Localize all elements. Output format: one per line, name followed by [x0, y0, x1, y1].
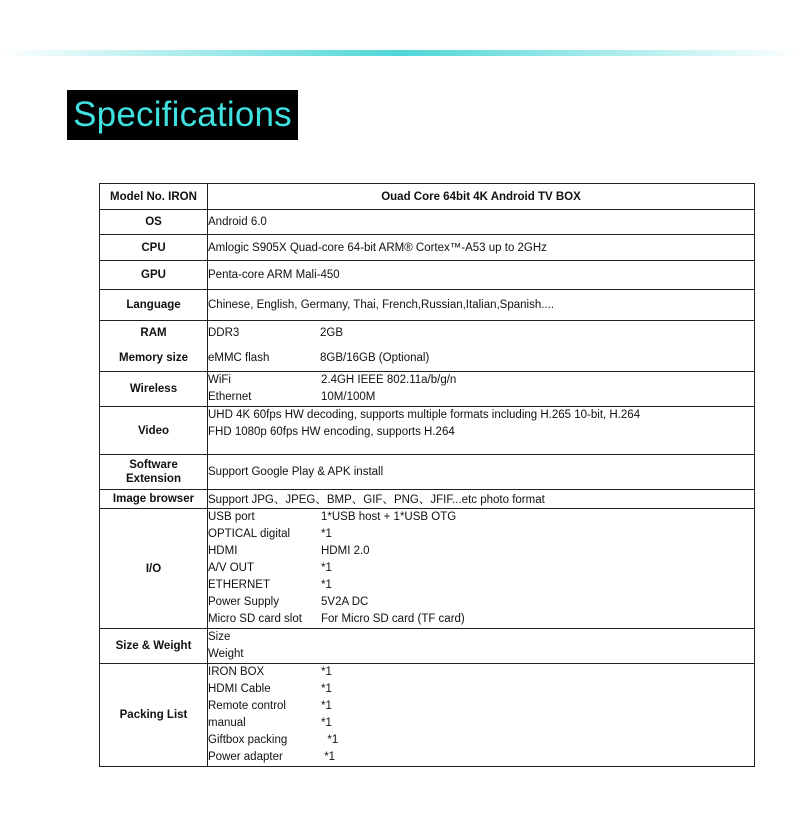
size-weight-label: Size & Weight [100, 629, 208, 664]
os-value: Android 6.0 [208, 210, 755, 235]
table-row-cpu [100, 235, 755, 261]
ram-value: 2GB [320, 327, 344, 339]
table-row-size-weight [100, 629, 755, 664]
packing-key: manual [208, 717, 246, 729]
io-key: USB port [208, 511, 255, 523]
packing-key: Giftbox packing [208, 734, 288, 746]
packing-value: *1 [321, 751, 336, 763]
memory-line [208, 346, 754, 371]
page-title: Specifications [73, 95, 292, 134]
io-line [208, 577, 754, 594]
video-value-cell [208, 407, 755, 455]
io-line [208, 526, 754, 543]
software-label-line1: Software [129, 459, 178, 471]
ram-memory-value-cell [208, 321, 755, 372]
image-browser-value: Support JPG、JPEG、BMP、GIF、PNG、JFIF...etc photo format [208, 490, 755, 509]
packing-value: *1 [321, 666, 332, 678]
io-key: ETHERNET [208, 579, 270, 591]
packing-line [208, 749, 754, 766]
ram-key: DDR3 [208, 327, 240, 339]
size-weight-value-cell [208, 629, 755, 664]
table-row-io [100, 509, 755, 629]
packing-line [208, 664, 754, 681]
io-value: For Micro SD card (TF card) [321, 613, 465, 625]
table-row-gpu [100, 261, 755, 290]
specifications-table [99, 183, 755, 767]
io-line [208, 543, 754, 560]
cpu-value: Amlogic S905X Quad-core 64-bit ARM® Cortex™-A53 up to 2GHz [208, 235, 755, 261]
ram-label: RAM [140, 327, 167, 339]
io-key: A/V OUT [208, 562, 255, 574]
table-row-wireless [100, 372, 755, 407]
io-key: OPTICAL digital [208, 528, 291, 540]
memory-key: eMMC flash [208, 352, 270, 364]
cpu-label: CPU [100, 235, 208, 261]
top-divider-line [0, 50, 800, 56]
io-value-cell [208, 509, 755, 629]
software-label-cell [100, 455, 208, 490]
gpu-label: GPU [100, 261, 208, 290]
table-row-ram-memory [100, 321, 755, 372]
video-line: FHD 1080p 60fps HW encoding, supports H.264 [208, 426, 455, 438]
size-line: Size [208, 631, 231, 643]
packing-label: Packing List [100, 664, 208, 767]
ram-line [208, 321, 754, 346]
io-line [208, 560, 754, 577]
packing-value: *1 [321, 700, 332, 712]
io-key: Micro SD card slot [208, 613, 302, 625]
packing-key: HDMI Cable [208, 683, 271, 695]
gpu-value: Penta-core ARM Mali-450 [208, 261, 755, 290]
io-value: *1 [321, 528, 332, 540]
os-label: OS [100, 210, 208, 235]
io-key: Power Supply [208, 596, 279, 608]
io-value: 1*USB host + 1*USB OTG [321, 511, 457, 523]
software-label-line2: Extension [126, 473, 181, 485]
packing-key: Remote control [208, 700, 286, 712]
io-line [208, 594, 754, 611]
wireless-line [208, 372, 754, 389]
io-value: HDMI 2.0 [321, 545, 370, 557]
language-value: Chinese, English, Germany, Thai, French,Russian,Italian,Spanish.... [208, 290, 755, 321]
wireless-line [208, 389, 754, 406]
wireless-value: 10M/100M [321, 391, 376, 403]
memory-size-label: Memory size [118, 352, 189, 364]
table-row-model [100, 184, 755, 210]
table-row-software [100, 455, 755, 490]
io-label: I/O [100, 509, 208, 629]
table-row-os [100, 210, 755, 235]
packing-line [208, 698, 754, 715]
language-label: Language [100, 290, 208, 321]
weight-line: Weight [208, 648, 244, 660]
io-line [208, 509, 754, 526]
table-row-image-browser [100, 490, 755, 509]
packing-value: *1 [321, 683, 332, 695]
packing-value: *1 [321, 717, 332, 729]
wireless-value: 2.4GH IEEE 802.11a/b/g/n [321, 374, 457, 386]
io-value: 5V2A DC [321, 596, 369, 608]
wireless-label: Wireless [100, 372, 208, 407]
packing-value-cell [208, 664, 755, 767]
io-value: *1 [321, 562, 332, 574]
io-value: *1 [321, 579, 332, 591]
packing-key: IRON BOX [208, 666, 265, 678]
memory-value: 8GB/16GB (Optional) [320, 352, 430, 364]
model-value: Ouad Core 64bit 4K Android TV BOX [208, 184, 755, 210]
packing-line [208, 732, 754, 749]
io-line [208, 611, 754, 628]
table-row-video [100, 407, 755, 455]
io-key: HDMI [208, 545, 238, 557]
video-label: Video [100, 407, 208, 455]
packing-value: *1 [321, 734, 339, 746]
title-banner [67, 90, 298, 140]
ram-memory-label-cell [100, 321, 208, 372]
packing-key: Power adapter [208, 751, 283, 763]
wireless-key: Ethernet [208, 391, 252, 403]
wireless-value-cell [208, 372, 755, 407]
software-value: Support Google Play & APK install [208, 455, 755, 490]
table-row-language [100, 290, 755, 321]
table-row-packing [100, 664, 755, 767]
image-browser-label: Image browser [100, 490, 208, 509]
video-line: UHD 4K 60fps HW decoding, supports multiple formats including H.265 10-bit, H.264 [208, 409, 641, 421]
packing-line [208, 715, 754, 732]
model-label: Model No. IRON [100, 184, 208, 210]
packing-line [208, 681, 754, 698]
wireless-key: WiFi [208, 374, 231, 386]
